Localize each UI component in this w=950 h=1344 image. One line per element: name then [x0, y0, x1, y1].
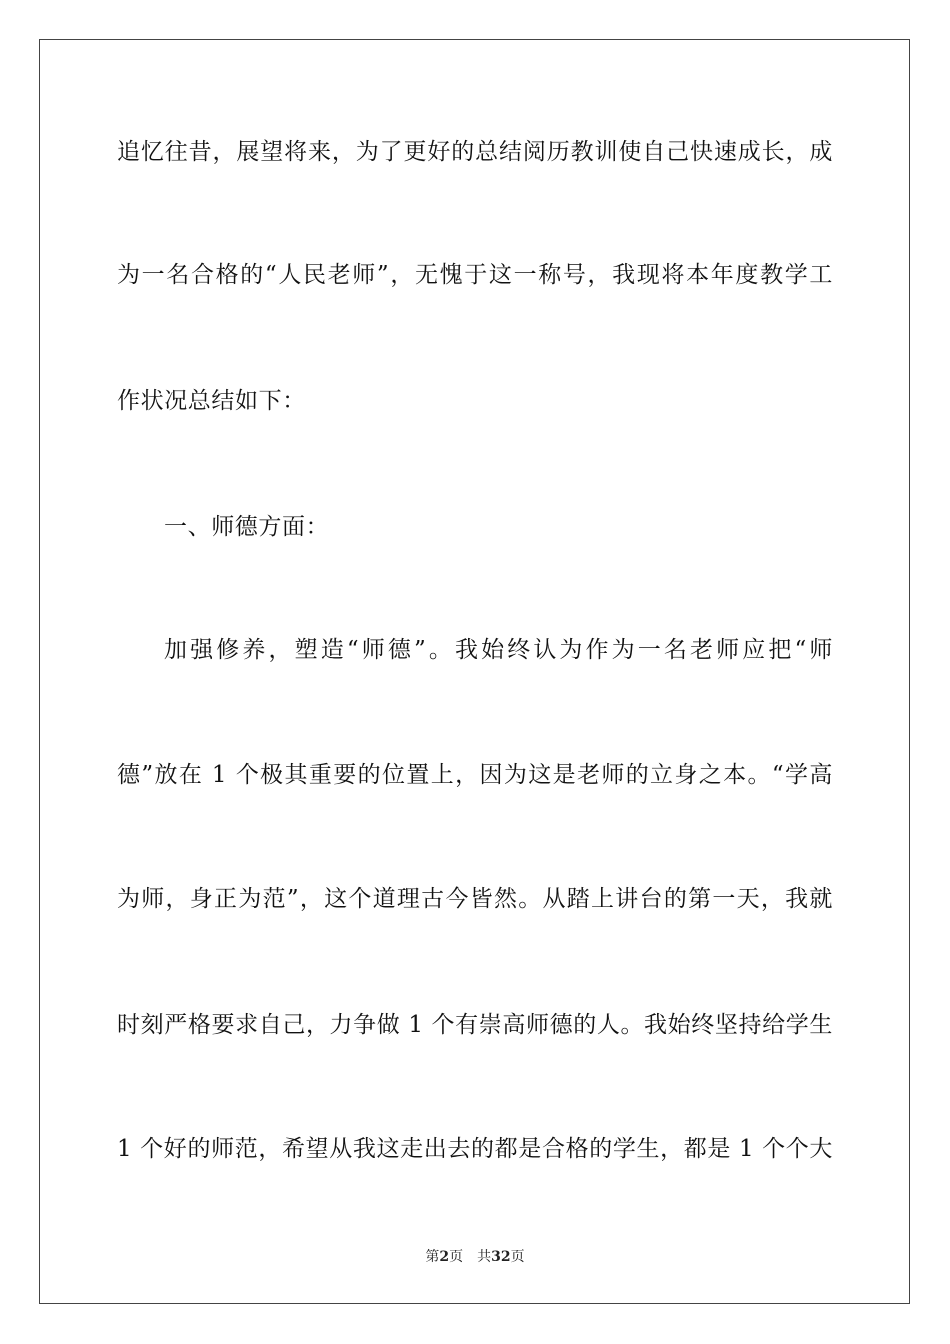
- footer-page-number: 2: [439, 1249, 450, 1265]
- footer-total-prefix: 共: [477, 1249, 492, 1265]
- body-line-9: 1 个好的师范，希望从我这走出去的都是合格的学生，都是 1 个个大: [117, 1136, 833, 1162]
- footer-total-suffix: 页: [510, 1249, 525, 1265]
- body-line-5: 加强修养，塑造“师德”。我始终认为作为一名老师应把“师: [164, 637, 833, 663]
- body-line-7: 为师，身正为范”，这个道理古今皆然。从踏上讲台的第一天，我就: [117, 886, 833, 912]
- page-border: [39, 39, 910, 1304]
- body-line-2: 为一名合格的“人民老师”，无愧于这一称号，我现将本年度教学工: [117, 262, 833, 288]
- body-line-6: 德”放在 1 个极其重要的位置上，因为这是老师的立身之本。“学高: [117, 762, 833, 788]
- section-heading-shide: 一、师德方面：: [164, 514, 330, 540]
- body-line-8: 时刻严格要求自己，力争做 1 个有崇高师德的人。我始终坚持给学生: [117, 1012, 833, 1038]
- footer-total-pages: 32: [491, 1249, 511, 1265]
- body-line-3: 作状况总结如下：: [117, 388, 306, 414]
- page-footer: [0, 1248, 950, 1266]
- body-line-1: 追忆往昔，展望将来，为了更好的总结阅历教训使自己快速成长，成: [117, 139, 833, 165]
- footer-page-prefix: 第: [425, 1249, 440, 1265]
- footer-page-suffix: 页: [449, 1249, 464, 1265]
